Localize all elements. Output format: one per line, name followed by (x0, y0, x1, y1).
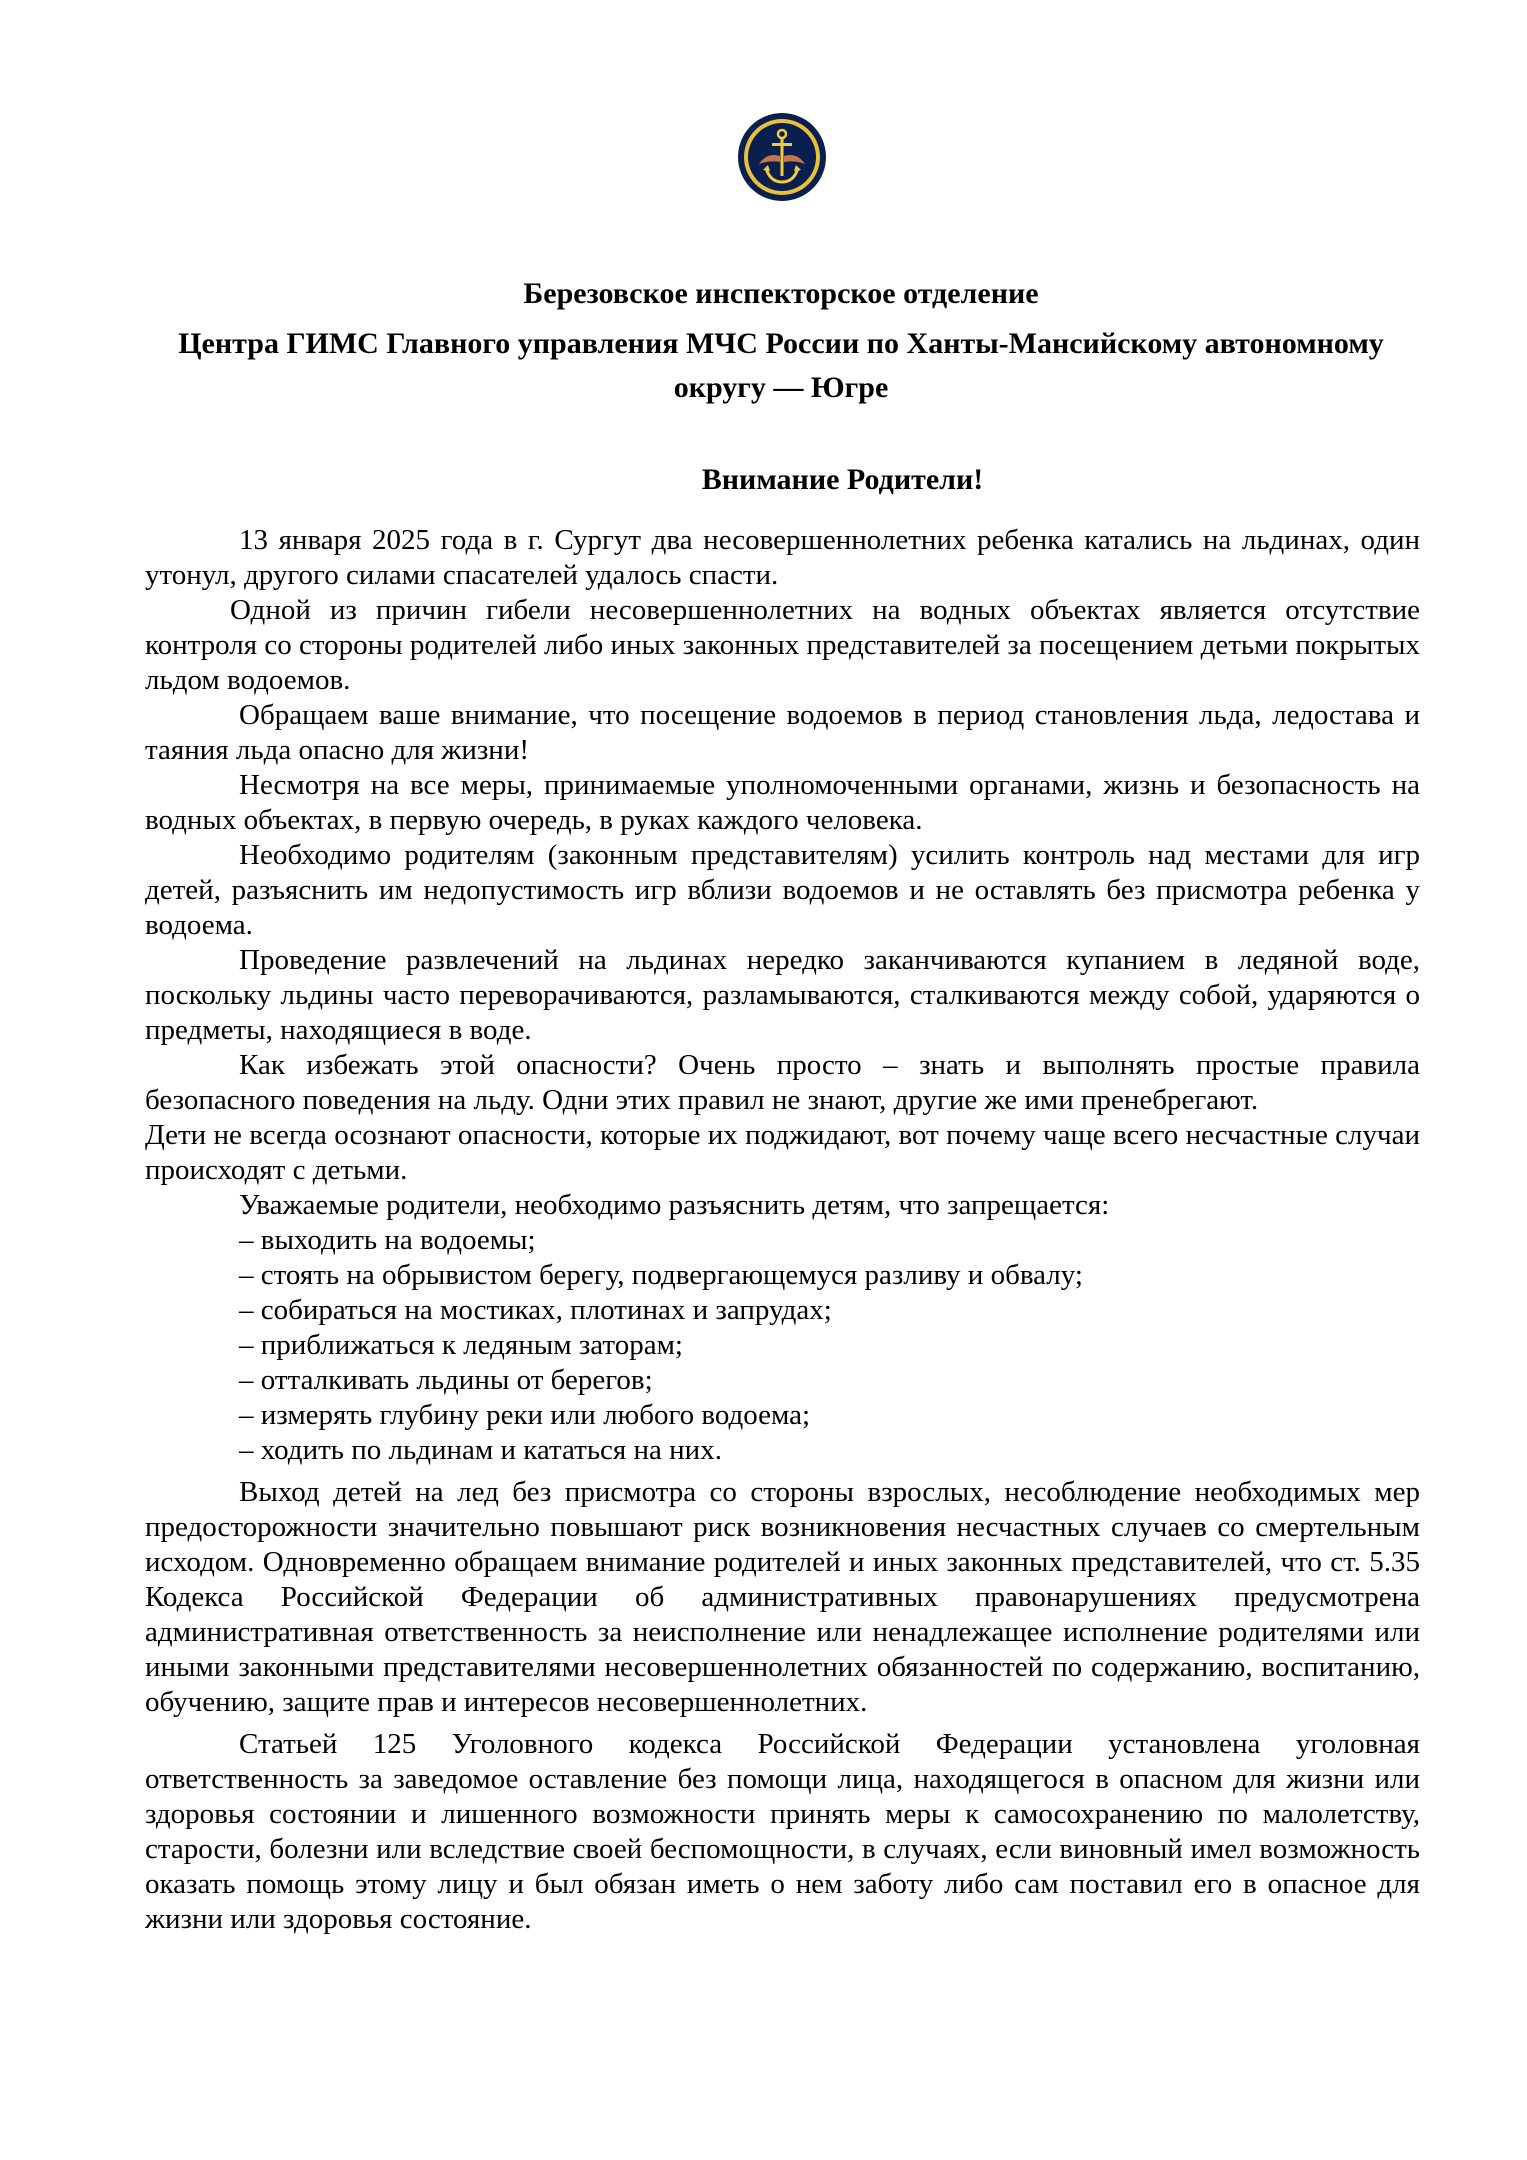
list-item: – измерять глубину реки или любого водоема; (239, 1399, 811, 1431)
paragraph: Проведение развлечений на льдинах нередко заканчиваются купанием в ледяной воде, поскольку льдины часто переворачиваются, разламываются, сталкиваются между собой, ударяются о предметы, находящиеся в воде. (145, 944, 1420, 1046)
department-name: Березовское инспекторское отделение (523, 277, 1039, 310)
paragraph: 13 января 2025 года в г. Сургут два несовершеннолетних ребенка катались на льдинах, один утонул, другого силами спасателей удалось спасти. (145, 524, 1420, 591)
organization-heading (145, 272, 1417, 410)
prohibitions-list (145, 1223, 1420, 1468)
notice-title: Внимание Родители! (701, 463, 984, 496)
paragraph: Выход детей на лед без присмотра со стороны взрослых, несоблюдение необходимых мер предосторожности значительно повышают риск возникновения несчастных случаев со смертельным исходом. Одновременно обращаем внимание родителей и иных законных представителей, что ст. 5.35 Кодекса Российской Федерации об административных правонарушениях предусмотрена административная ответственность за неисполнение или ненадлежащее исполнение родителями или иными законными представителями несовершеннолетних обязанностей по содержанию, воспитанию, обучению, защите прав и интересов несовершеннолетних. (145, 1476, 1420, 1718)
list-item: – приближаться к ледяным заторам; (239, 1329, 683, 1361)
center-name: Центра ГИМС Главного управления МЧС России по Ханты-Мансийскому автономному округу — Югре (178, 327, 1384, 404)
notice-body (145, 523, 1420, 1937)
paragraph: Статьей 125 Уголовного кодекса Российской Федерации установлена уголовная ответственность за заведомое оставление без помощи лица, находящегося в опасном для жизни или здоровья состоянии и лишенного возможности принять меры к самосохранению по малолетству, старости, болезни или вследствие своей беспомощности, в случаях, если виновный имел возможность оказать помощь этому лицу и был обязан иметь о нем заботу либо сам поставил его в опасное для жизни или здоровья состояние. (145, 1728, 1420, 1935)
paragraph: Обращаем ваше внимание, что посещение водоемов в период становления льда, ледостава и таяния льда опасно для жизни! (145, 699, 1420, 766)
logo-svg (737, 112, 827, 202)
list-item: – собираться на мостиках, плотинах и запрудах; (239, 1294, 832, 1326)
paragraph: Дети не всегда осознают опасности, которые их поджидают, вот почему чаще всего несчастные случаи происходят с детьми. (145, 1119, 1420, 1186)
list-item: – ходить по льдинам и кататься на них. (239, 1434, 722, 1466)
paragraph: Уважаемые родители, необходимо разъяснить детям, что запрещается: (239, 1189, 1110, 1221)
list-item: – выходить на водоемы; (239, 1224, 536, 1256)
paragraph: Одной из причин гибели несовершеннолетних на водных объектах является отсутствие контроля со стороны родителей либо иных законных представителей за посещением детьми покрытых льдом водоемов. (145, 594, 1420, 696)
list-item: – стоять на обрывистом берегу, подвергающемуся разливу и обвалу; (239, 1259, 1083, 1291)
paragraph: Необходимо родителям (законным представителям) усилить контроль над местами для игр детей, разъяснить им недопустимость игр вблизи водоемов и не оставлять без присмотра ребенка у водоема. (145, 839, 1420, 941)
list-item: – отталкивать льдины от берегов; (239, 1364, 653, 1396)
anchor-emblem-icon (737, 112, 827, 202)
paragraph: Как избежать этой опасности? Очень просто – знать и выполнять простые правила безопасного поведения на льду. Одни этих правил не знают, другие же ими пренебрегают. (145, 1049, 1420, 1116)
paragraph: Несмотря на все меры, принимаемые уполномоченными органами, жизнь и безопасность на водных объектах, в первую очередь, в руках каждого человека. (145, 769, 1420, 836)
